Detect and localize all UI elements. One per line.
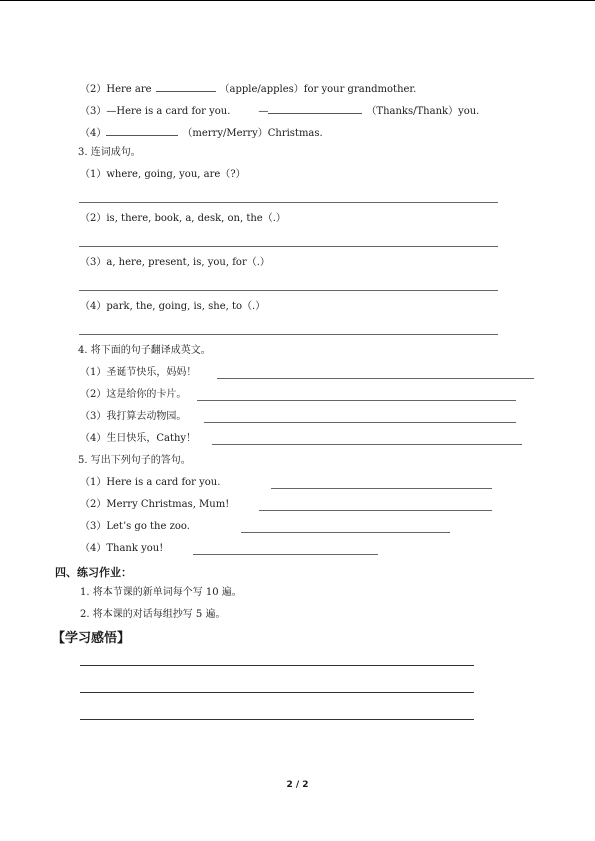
translate-item-1: （1）圣诞节快乐，妈妈！: [80, 367, 197, 378]
reflection-line[interactable]: [80, 692, 474, 693]
fill-item-4: [80, 125, 323, 140]
item-text: （merry/Merry）Christmas.: [182, 128, 323, 139]
homework-item-2: 2. 将本课的对话每组抄写 5 遍。: [80, 609, 226, 620]
answer-line[interactable]: [271, 488, 492, 489]
translate-item-4: （4）生日快乐，Cathy！: [80, 433, 197, 444]
reply-item-4: （4）Thank you!: [80, 543, 164, 554]
answer-blank[interactable]: [156, 81, 216, 92]
reorder-item-2: （2）is, there, book, a, desk, on, the（.）: [80, 213, 286, 224]
answer-line[interactable]: [197, 400, 516, 401]
section-4-title: 4. 将下面的句子翻译成英文。: [78, 345, 211, 356]
answer-blank[interactable]: [106, 125, 178, 136]
answer-blank[interactable]: [268, 103, 362, 114]
answer-line[interactable]: [217, 378, 534, 379]
answer-line[interactable]: [79, 246, 498, 247]
reflection-heading: 【学习感悟】: [52, 631, 131, 646]
reply-item-2: （2）Merry Christmas, Mum!: [80, 499, 230, 510]
fill-item-3: [80, 103, 479, 118]
reorder-item-4: （4）park, the, going, is, she, to（.）: [80, 301, 266, 312]
reorder-item-3: （3）a, here, present, is, you, for（.）: [80, 257, 270, 268]
item-text: （4）: [80, 128, 107, 139]
section-5-title: 5. 写出下列句子的答句。: [78, 455, 191, 466]
answer-line[interactable]: [204, 422, 516, 423]
reflection-line[interactable]: [80, 665, 474, 666]
reply-item-1: （1）Here is a card for you.: [80, 477, 221, 488]
item-text: （Thanks/Thank）you.: [366, 106, 480, 117]
answer-line[interactable]: [79, 202, 498, 203]
answer-line[interactable]: [241, 532, 450, 533]
top-border: [0, 0, 595, 1]
item-text: （2）Here are: [80, 84, 152, 95]
item-text: （apple/apples）for your grandmother.: [219, 84, 417, 95]
reflection-line[interactable]: [80, 719, 474, 720]
translate-item-2: （2）这是给你的卡片。: [80, 389, 187, 400]
answer-line[interactable]: [212, 444, 522, 445]
homework-item-1: 1. 将本节课的新单词每个写 10 遍。: [80, 587, 242, 598]
item-text: —: [258, 106, 269, 117]
reorder-item-1: （1）where, going, you, are（?）: [80, 169, 246, 180]
translate-item-3: （3）我打算去动物园。: [80, 411, 187, 422]
reply-item-3: （3）Let’s go the zoo.: [80, 521, 190, 532]
page-number: 2 / 2: [286, 780, 309, 790]
answer-line[interactable]: [79, 334, 498, 335]
answer-line[interactable]: [193, 554, 378, 555]
item-text: （3）—Here is a card for you.: [80, 106, 231, 117]
answer-line[interactable]: [79, 290, 498, 291]
section-3-title: 3. 连词成句。: [78, 147, 141, 158]
fill-item-2: [80, 81, 416, 96]
answer-line[interactable]: [259, 510, 492, 511]
homework-heading: 四、练习作业：: [55, 566, 132, 579]
